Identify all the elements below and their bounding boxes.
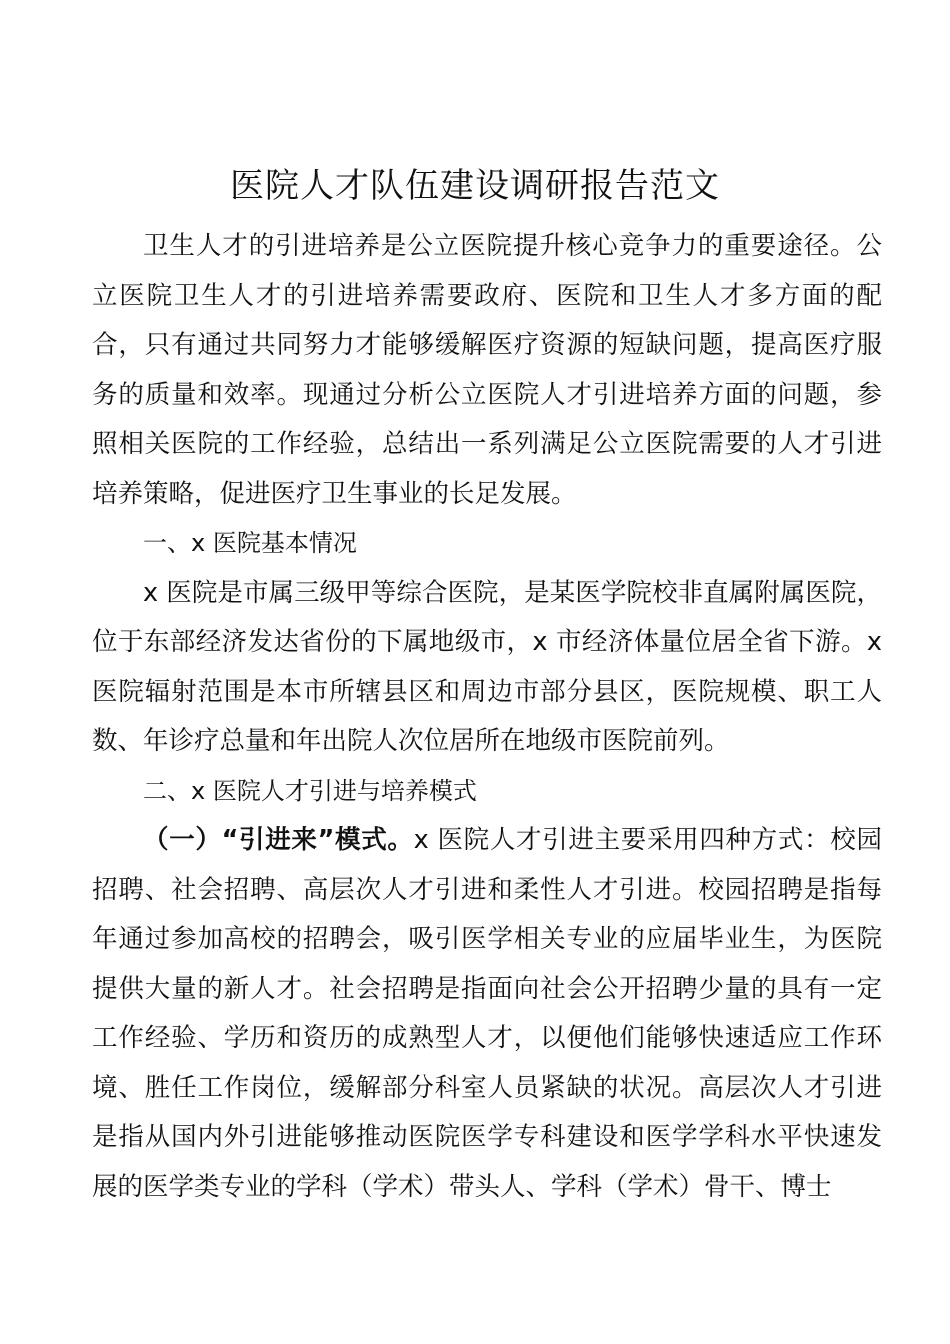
subsection-1-text: x 医院人才引进主要采用四种方式：校园招聘、社会招聘、高层次人才引进和柔性人才引进。校园招聘是指每年通过参加高校的招聘会，吸引医学相关专业的应届毕业生，为医院提供大量的新人才。社会招聘是指面向社会公开招聘少量的具有一定工作经验、学历和资历的成熟型人才，以便他们能够快速适应工作环境、胜任工作岗位，缓解部分科室人员紧缺的状况。高层次人才引进是指从国内外引进能够推动医院医学专科建设和医学学科水平快速发展的医学类专业的学科（学术）带头人、学科（学术）骨干、博士 bbox=[92, 825, 882, 1202]
section-1-paragraph: x 医院是市属三级甲等综合医院，是某医学院校非直属附属医院，位于东部经济发达省份的下属地级市，x 市经济体量位居全省下游。x 医院辐射范围是本市所辖县区和周边市部分县区，医院规模、职工人数、年诊疗总量和年出院人次位居所在地级市医院前列。 bbox=[92, 577, 882, 756]
subsection-1-lead: （一）“引进来”模式。 bbox=[143, 825, 414, 855]
section-2-heading: 二、x 医院人才引进与培养模式 bbox=[143, 776, 477, 805]
section-1-heading: 一、x 医院基本情况 bbox=[143, 529, 357, 557]
document-title: 医院人才队伍建设调研报告范文 bbox=[230, 166, 720, 206]
document-body bbox=[92, 222, 882, 1212]
intro-paragraph: 卫生人才的引进培养是公立医院提升核心竞争力的重要途径。公立医院卫生人才的引进培养需要政府、医院和卫生人才多方面的配合，只有通过共同努力才能够缓解医疗资源的短缺问题，提高医疗服务的质量和效率。现通过分析公立医院人才引进培养方面的问题，参照相关医院的工作经验，总结出一系列满足公立医院需要的人才引进培养策略，促进医疗卫生事业的长足发展。 bbox=[92, 231, 882, 509]
section-2-paragraph bbox=[92, 816, 882, 1212]
